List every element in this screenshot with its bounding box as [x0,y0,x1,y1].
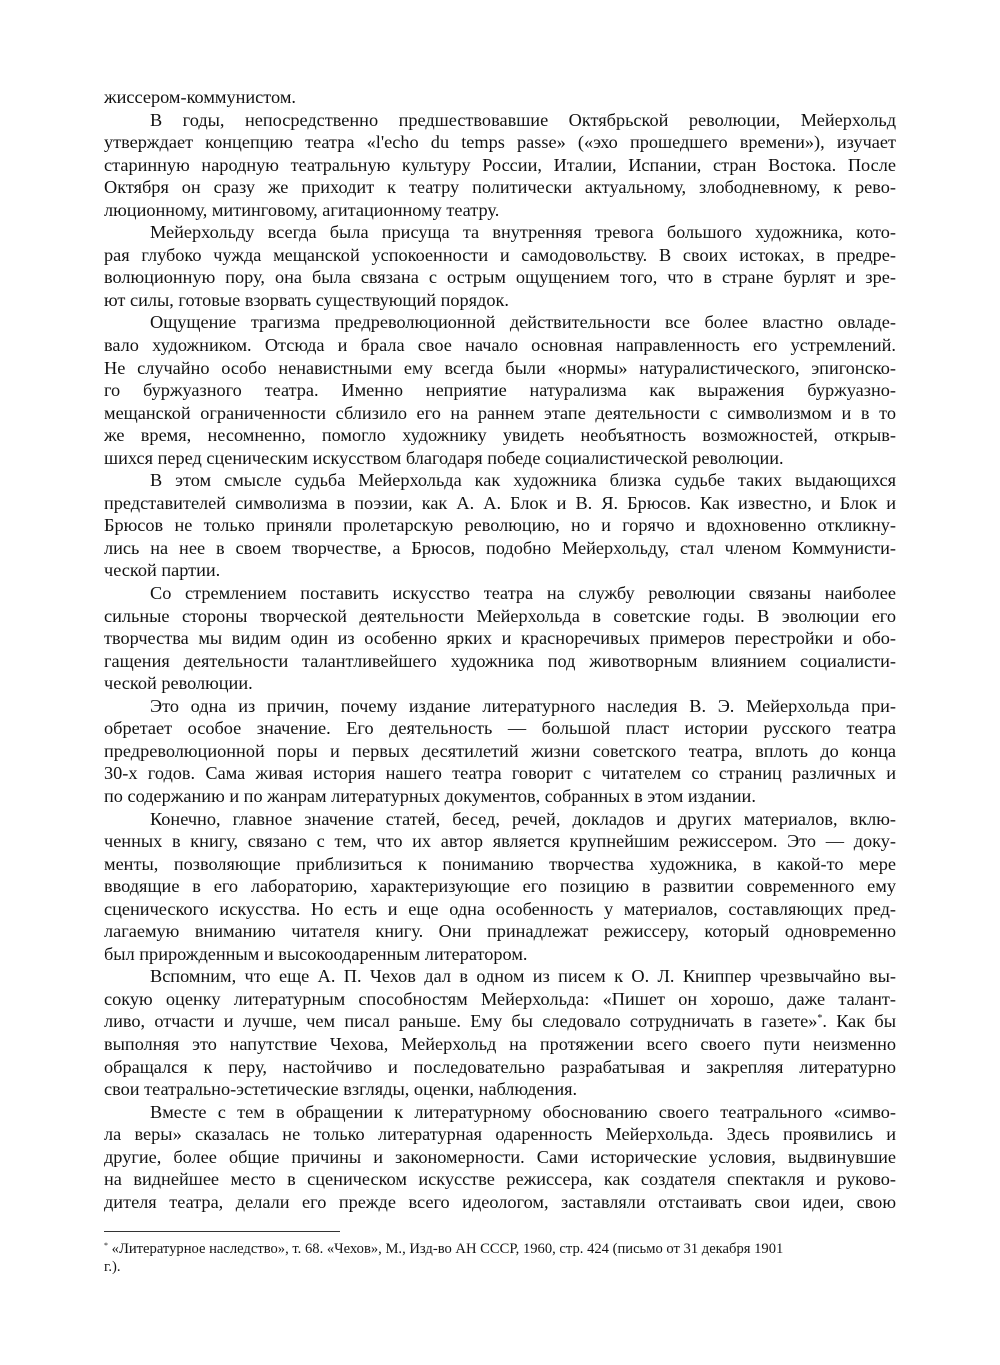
footnote-mark: * [104,1241,108,1250]
text-line: люционному, митинговому, агитационному театру. [104,199,500,220]
text-line: вало художником. Отсюда и брала свое начало основная направленность его устремлений. [104,335,896,356]
paragraph [104,582,896,695]
text-line: обращался к перу, настойчиво и последовательно разрабатывая и закрепляя литературно [104,1056,896,1077]
text-line: Ощущение трагизма предреволюционной действительности все более властно овладе- [150,312,896,333]
text-line: Брюсов не только приняли пролетарскую революцию, но и горячо и вдохновенно откликну- [104,515,896,536]
text-line: шихся перед сценическим искусством благодаря победе социалистической революции. [104,447,784,468]
text-line: сокую оценку литературным способностям Мейерхольда: «Пишет он хорошо, даже талант- [104,988,896,1009]
text-line: выполняя это напутствие Чехова, Мейерхольд на протяжении всего своего пути неизменно [104,1033,896,1054]
text-line: ченных в книгу, связано с тем, что их автор является крупнейшим режиссером. Это — доку- [104,831,896,852]
text-line: жиссером-коммунистом. [104,87,296,107]
text-line: ческой революции. [104,673,253,694]
text-line: Не случайно особо ненавистными ему всегда были «нормы» натуралистического, эпигонско- [104,357,896,378]
text-line: старинную народную театральную культуру России, Италии, Испании, стран Востока. После [104,154,896,175]
text-line: на виднейшее место в сценическом искусстве режиссера, как создателя спектакля и руково- [104,1169,896,1190]
text-line: по содержанию и по жанрам литературных документов, собранных в этом издании. [104,785,756,806]
text-line: Октября он сразу же приходит к театру политически актуальному, злободневному, к рево- [104,177,896,198]
text-line: Конечно, главное значение статей, бесед, речей, докладов и других материалов, вклю- [150,808,896,829]
footnote-line-2: г.). [104,1259,121,1275]
text-line: творчества мы видим один из особенно ярких и красноречивых примеров перестройки и обо- [104,628,896,649]
text-line: сильные стороны творческой деятельности Мейерхольда в советские годы. В эволюции его [104,605,896,626]
text-line [104,1010,896,1033]
text-line: Вместе с тем в обращении к литературному обоснованию своего театрального «симво- [150,1101,896,1122]
paragraph [104,695,896,808]
text-line: утверждает концепцию театра «l'echo du temps passe» («эхо прошедшего времени»), изучает [104,132,896,153]
footnote-line-1 [104,1240,894,1258]
text-line: Мейерхольду всегда была присуща та внутренняя тревога большого художника, кото- [150,222,896,243]
footnote-text: «Литературное наследство», т. 68. «Чехов», М., Изд-во АН СССР, 1960, стр. 424 (письмо от 31 декабря 1901 [111,1241,784,1257]
paragraph [104,86,896,109]
paragraph [104,1101,896,1214]
text-line: ла веры» сказалась не только литературная одаренность Мейерхольда. Здесь проявились и [104,1124,896,1145]
text-line: вводящие в его лабораторию, характеризующие его позицию в развитии современного ему [104,876,896,897]
paragraph [104,221,896,311]
text-segment: . Как бы [822,1011,897,1032]
text-line: менты, позволяющие приблизиться к пониманию творчества художника, в какой-то мере [104,853,896,874]
text-line: обретает особое значение. Его деятельность — большой пласт истории русского театра [104,718,896,739]
text-line: гащения деятельности талантливейшего художника под животворным влиянием социалисти- [104,650,896,671]
text-line: Со стремлением поставить искусство театра на службу революции связаны наиболее [150,583,896,604]
text-line: 30-х годов. Сама живая история нашего театра говорит с читателем со страниц различных и [104,763,896,784]
body-text [104,86,896,1213]
text-line: сценического искусства. Но есть и еще одна особенность у материалов, составляющих пред- [104,898,896,919]
text-line: был прирожденным и высокоодаренным литератором. [104,943,528,964]
paragraph [104,109,896,222]
text-line: ческой партии. [104,560,221,581]
paragraph [104,808,896,966]
text-line: рая глубоко чужда мещанской успокоенности и самодовольству. В своих истоках, в предре- [104,244,896,265]
paragraph [104,965,896,1100]
text-line: лись на нее в своем творчестве, а Брюсов, подобно Мейерхольду, стал членом Коммунисти- [104,537,896,558]
text-line: В годы, непосредственно предшествовавшие Октябрьской революции, Мейерхольд [150,109,896,130]
text-line: Вспомним, что еще А. П. Чехов дал в одном из писем к О. Л. Книппер чрезвычайно вы- [150,966,896,987]
text-line: свои театрально-эстетические взгляды, оценки, наблюдения. [104,1079,578,1100]
text-segment: ливо, отчасти и лучше, чем писал раньше. Ему бы следовало сотрудничать в газете» [104,1011,818,1032]
text-line: волюционную пору, она была связана с острым ощущением того, что в стране бурлят и зре- [104,267,896,288]
text-line: другие, более общие причины и закономерности. Сами исторические условия, выдвинувшие [104,1146,896,1167]
text-line: предреволюционной поры и первых десятилетий жизни советского театра, вплоть до конца [104,740,896,761]
text-line: ют силы, готовые взорвать существующий порядок. [104,289,509,310]
text-line: В этом смысле судьба Мейерхольда как художника близка судьбе таких выдающихся [150,470,896,491]
text-line: мещанской ограниченности сблизило его на раннем этапе деятельности с символизмом и в то [104,402,896,423]
text-line: лагаемую вниманию читателя книгу. Они принадлежат режиссеру, который одновременно [104,921,896,942]
paragraph [104,469,896,582]
text-line: представителей символизма в поэзии, как А. А. Блок и В. Я. Брюсов. Как известно, и Блок и [104,492,896,513]
footnote-separator [104,1231,340,1232]
text-line: го буржуазного театра. Именно неприятие натурализма как выражения буржуазно- [104,380,896,401]
footnote-reference[interactable]: * [817,1013,823,1025]
text-line: Это одна из причин, почему издание литературного наследия В. Э. Мейерхольда при- [150,695,896,716]
footnote [104,1240,894,1276]
text-line: же время, несомненно, помогло художнику увидеть необъятность возможностей, открыв- [104,425,896,446]
paragraph [104,311,896,469]
text-line: дителя театра, делали его прежде всего идеологом, заставляли отстаивать свои идеи, свою [104,1191,896,1212]
